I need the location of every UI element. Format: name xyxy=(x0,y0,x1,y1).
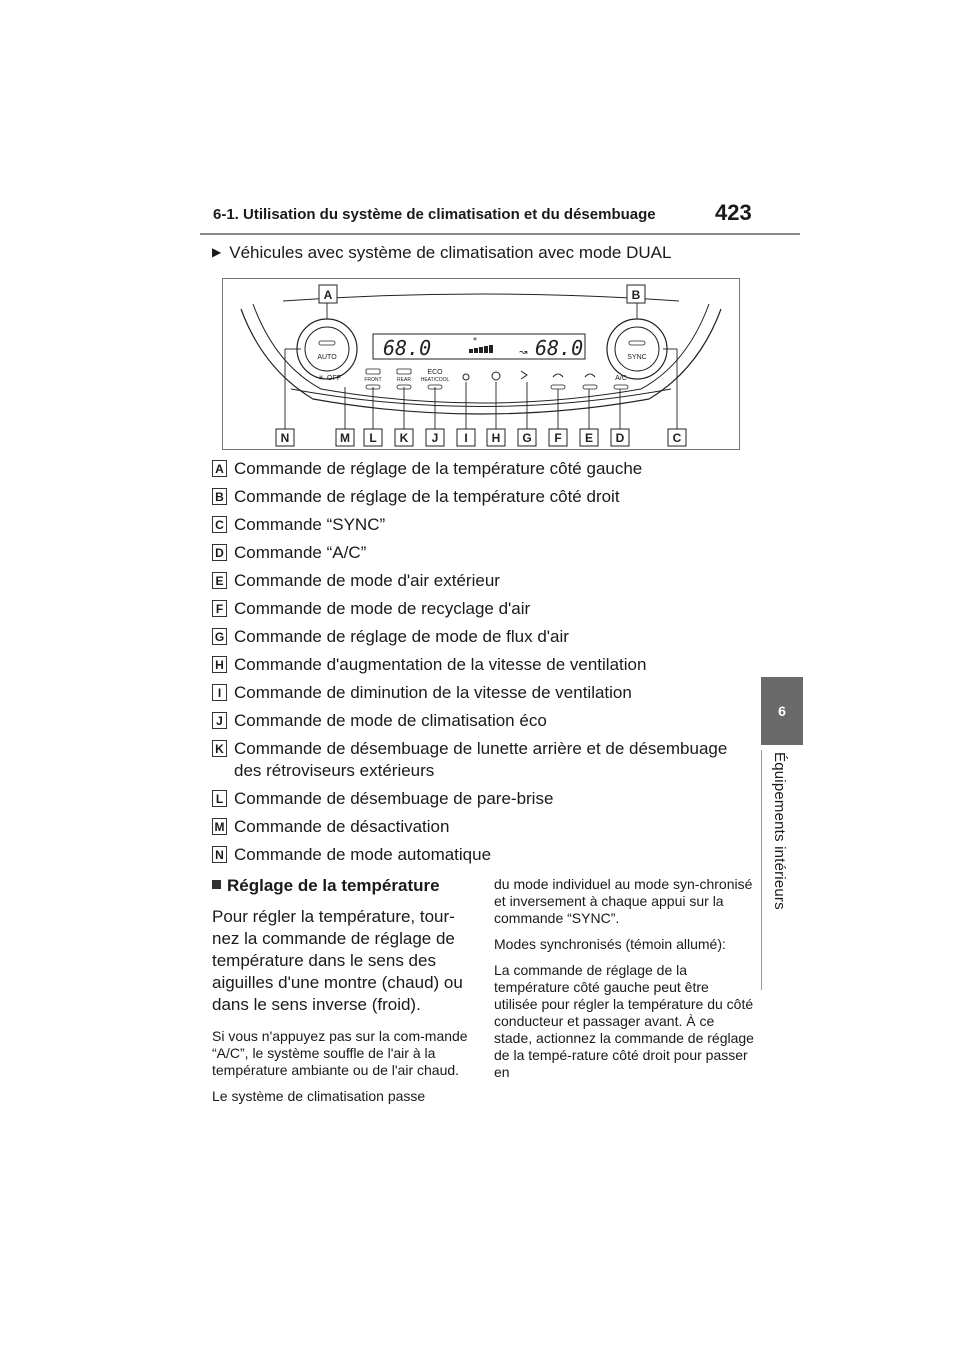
legend-text: Commande d'augmentation de la vitesse de ventilation xyxy=(234,655,647,674)
note-paragraph: Le système de climatisation passe xyxy=(212,1088,426,1104)
left-column xyxy=(212,876,474,1114)
front-label: FRONT xyxy=(364,377,382,383)
ac-label: A/C xyxy=(615,375,627,382)
callout-g: G xyxy=(522,431,532,445)
legend-text: Commande de réglage de la température côté droit xyxy=(234,487,620,506)
legend-item xyxy=(212,788,757,810)
legend-item xyxy=(212,570,757,592)
callout-d: D xyxy=(615,431,625,445)
climate-panel-figure xyxy=(222,278,740,450)
callout-n: N xyxy=(280,431,290,445)
section-heading xyxy=(212,876,474,896)
callout-m: M xyxy=(340,431,350,445)
callout-h: H xyxy=(491,431,501,445)
climate-panel-illustration xyxy=(223,279,739,449)
legend-letter: M xyxy=(212,818,227,835)
legend-letter: L xyxy=(212,790,227,807)
legend-text: Commande de mode automatique xyxy=(234,845,492,864)
chapter-tab: 6 xyxy=(761,677,803,745)
legend-letter: A xyxy=(212,460,227,477)
callout-j: J xyxy=(431,431,439,445)
legend-letter: I xyxy=(212,684,227,701)
knob-right-label: SYNC xyxy=(627,354,647,361)
subheading-text: Véhicules avec système de climatisation avec mode DUAL xyxy=(229,243,672,262)
legend-item xyxy=(212,458,757,480)
callout-c: C xyxy=(672,431,682,445)
legend-text: Commande de désembuage de lunette arrière et de désembuage des rétroviseurs extérieurs xyxy=(234,739,728,780)
legend-letter: N xyxy=(212,846,227,863)
note-paragraph: du mode individuel au mode syn-chronisé et inversement à chaque appui sur la commande “SYNC”. xyxy=(494,876,753,926)
legend-text: Commande de réglage de mode de flux d'air xyxy=(234,627,569,646)
callout-f: F xyxy=(554,431,562,445)
display-left-temp: 68.0 xyxy=(383,336,432,360)
legend-letter: D xyxy=(212,544,227,561)
legend-text: Commande de diminution de la vitesse de ventilation xyxy=(234,683,632,702)
legend-item xyxy=(212,542,757,564)
off-label: OFF xyxy=(327,375,341,382)
svg-text:*: * xyxy=(473,336,477,345)
legend-letter: J xyxy=(212,712,227,729)
subheading xyxy=(212,243,671,263)
page-number: 423 xyxy=(715,200,752,225)
legend-item xyxy=(212,598,757,620)
legend-text: Commande de désactivation xyxy=(234,817,450,836)
rear-label: REAR xyxy=(397,377,411,383)
legend-letter: C xyxy=(212,516,227,533)
triangle-arrow-icon: ▶ xyxy=(212,245,222,259)
display-right-temp: 68.0 xyxy=(535,336,584,360)
note-paragraph: Modes synchronisés (témoin allumé): xyxy=(494,936,726,952)
section-heading-text: Réglage de la température xyxy=(227,876,440,895)
callout-k: K xyxy=(399,431,409,445)
legend-text: Commande de mode de climatisation éco xyxy=(234,711,547,730)
callout-l: L xyxy=(369,431,377,445)
legend-letter: H xyxy=(212,656,227,673)
legend-letter: K xyxy=(212,740,227,757)
legend-item xyxy=(212,816,757,838)
legend-item xyxy=(212,654,757,676)
legend-item xyxy=(212,626,757,648)
legend-text: Commande de mode d'air extérieur xyxy=(234,571,500,590)
header-rule xyxy=(200,233,800,235)
legend-item xyxy=(212,682,757,704)
svg-text:✳: ✳ xyxy=(318,374,324,382)
legend-item xyxy=(212,844,757,866)
note-paragraph: Si vous n'appuyez pas sur la com-mande “A/C”, le système souffle de l'air à la température ambiante ou de l'air chaud. xyxy=(212,1028,468,1078)
svg-text:↝: ↝ xyxy=(519,347,528,358)
right-column xyxy=(494,876,754,1090)
legend-letter: E xyxy=(212,572,227,589)
callout-e: E xyxy=(584,431,594,445)
legend-letter: G xyxy=(212,628,227,645)
legend-text: Commande de mode de recyclage d'air xyxy=(234,599,531,618)
callout-legend xyxy=(212,458,757,872)
eco-label: ECO xyxy=(427,369,443,376)
square-bullet-icon xyxy=(212,880,221,889)
legend-letter: F xyxy=(212,600,227,617)
legend-text: Commande “SYNC” xyxy=(234,515,386,534)
side-rule xyxy=(761,750,762,990)
knob-left-label: AUTO xyxy=(317,354,337,361)
legend-item xyxy=(212,514,757,536)
chapter-title: 6-1. Utilisation du système de climatisation et du désembuage xyxy=(213,206,656,223)
legend-text: Commande “A/C” xyxy=(234,543,367,562)
chapter-tab-label: Équipements intérieurs xyxy=(771,752,788,910)
callout-a: A xyxy=(323,288,333,302)
lead-paragraph: Pour régler la température, tour-nez la commande de réglage de température dans le sens des aiguilles d'une montre (chaud) ou dans le sens inverse (froid). xyxy=(212,907,463,1014)
legend-item xyxy=(212,738,757,782)
note-paragraph: La commande de réglage de la température côté gauche peut être utilisée pour régler la température du côté conducteur et passager avant. À ce stade, actionnez la commande de réglage de la tempé-rature côté droit pour passer en xyxy=(494,962,754,1080)
legend-text: Commande de réglage de la température côté gauche xyxy=(234,459,643,478)
callout-b: B xyxy=(631,288,641,302)
eco-sub-label: HEAT/COOL xyxy=(420,377,450,383)
legend-letter: B xyxy=(212,488,227,505)
legend-item xyxy=(212,710,757,732)
legend-item xyxy=(212,486,757,508)
legend-text: Commande de désembuage de pare-brise xyxy=(234,789,554,808)
callout-i: I xyxy=(464,431,468,445)
